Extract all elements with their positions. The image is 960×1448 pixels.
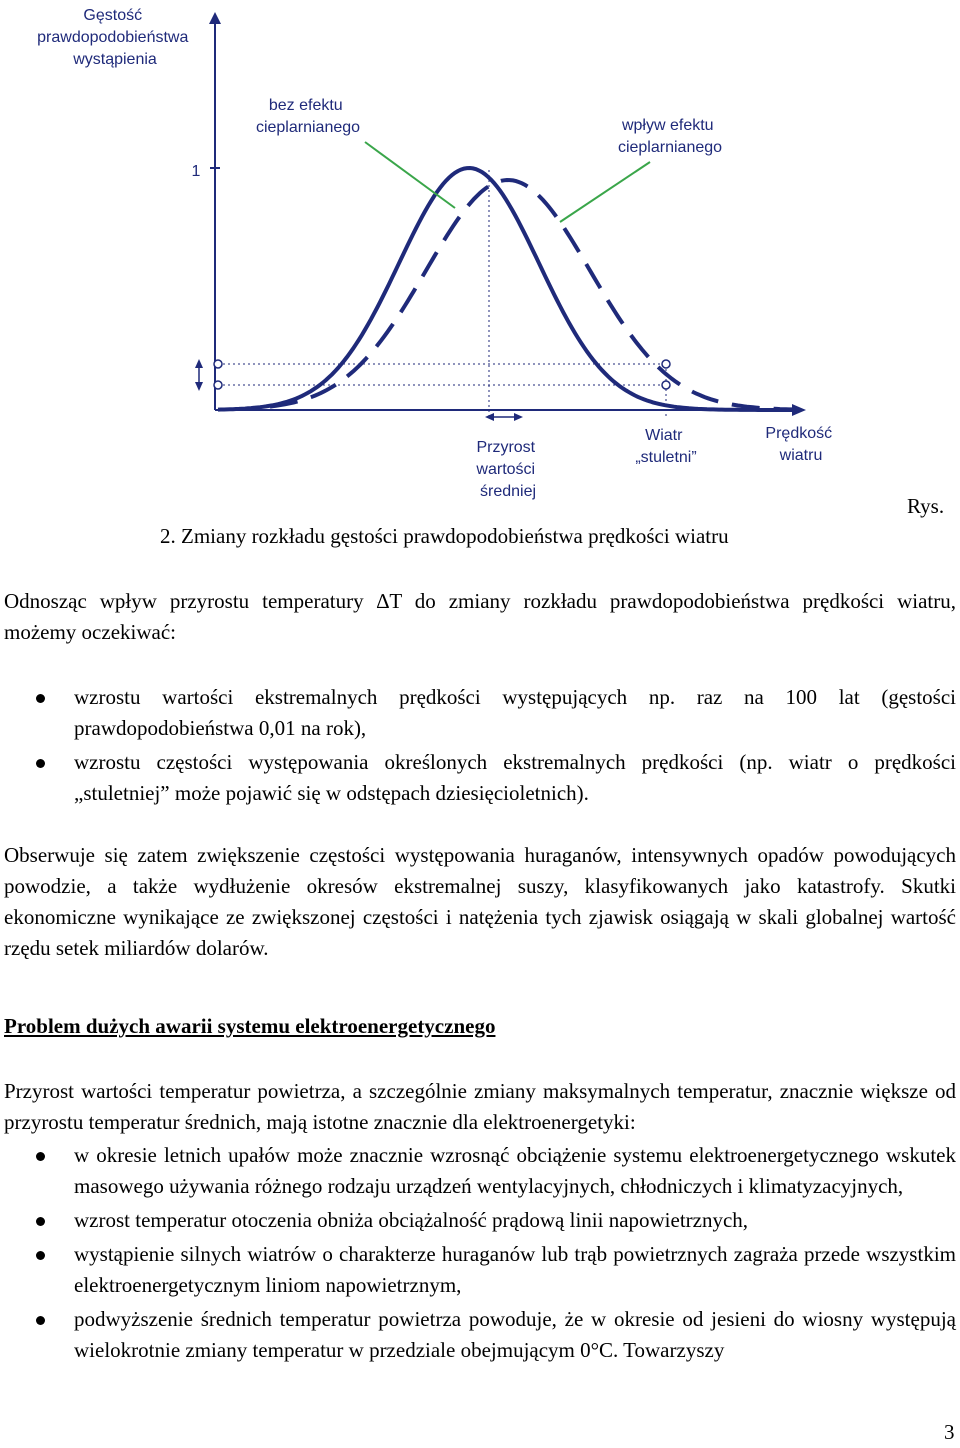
- label-no-effect: bez efektu cieplarnianego: [255, 97, 361, 136]
- list-item: w okresie letnich upałów może znacznie wzrosnąć obciążenie systemu elektroenergetycznego wskutek masowego używania różnego rodzaju urządzeń wentylacyjnych, chłodniczych i klimatyzacyjnych,: [0, 1140, 956, 1202]
- list-item: podwyższenie średnich temperatur powietrza powoduje, że w okresie od jesieni do wiosny występują wielokrotnie zmiany temperatur w przedziale obejmującym 0°C. Towarzyszy: [0, 1304, 956, 1366]
- label-with-effect: wpływ efektu cieplarnianego: [617, 117, 723, 156]
- bullet-icon: [36, 1152, 45, 1161]
- expectation-list: [0, 682, 956, 812]
- marker-upper-left: [214, 360, 222, 368]
- curve-no-greenhouse-effect: [218, 168, 794, 410]
- impact-list: [0, 1140, 956, 1369]
- bullet-icon: [36, 1217, 45, 1226]
- list-item: wzrostu wartości ekstremalnych prędkości występujących np. raz na 100 lat (gęstości prawdopodobieństwa 0,01 na rok),: [0, 682, 956, 744]
- curve-greenhouse-effect: [270, 180, 795, 410]
- bullet-icon: [36, 1251, 45, 1260]
- list-item: wystąpienie silnych wiatrów o charakterze huraganów lub trąb powietrznych zagraża przede wszystkim elektroenergetycznym liniom napowietrznym,: [0, 1239, 956, 1301]
- y-axis-label: Gęstość prawdopodobieństwa wystąpienia: [37, 7, 189, 68]
- pointer-no-effect: [365, 142, 455, 208]
- marker-lower-right: [662, 381, 670, 389]
- intro-paragraph: Odnosząc wpływ przyrostu temperatury ∆T do zmiany rozkładu prawdopodobieństwa prędkości wiatru, możemy oczekiwać:: [4, 589, 956, 644]
- page-number: 3: [944, 1420, 955, 1444]
- bullet-icon: [36, 1316, 45, 1325]
- pointer-with-effect: [560, 162, 650, 222]
- arrow-up-icon: [195, 359, 203, 368]
- section-heading: Problem dużych awarii systemu elektroenergetycznego: [4, 1014, 496, 1038]
- section-intro-paragraph: Przyrost wartości temperatur powietrza, a szczególnie zmiany maksymalnych temperatur, znacznie większe od przyrostu temperatur średnich, mają istotne znacznie dla elektroenergetyki:: [4, 1079, 956, 1134]
- label-wind-speed: Prędkość wiatru: [765, 425, 833, 464]
- list-item: wzrostu częstości występowania określonych ekstremalnych prędkości (np. wiatr o prędkości „stuletniej” może pojawić się w odstępach dziesięcioletnich).: [0, 747, 956, 809]
- y-tick-label: 1: [191, 163, 201, 180]
- bullet-icon: [36, 694, 45, 703]
- marker-upper-right: [662, 360, 670, 368]
- arrow-left-icon: [485, 413, 494, 421]
- list-item: wzrost temperatur otoczenia obniża obciążalność prądową linii napowietrznych,: [0, 1205, 956, 1236]
- label-century-wind: Wiatr „stuletni”: [635, 427, 697, 466]
- observation-paragraph: Obserwuje się zatem zwiększenie częstości występowania huraganów, intensywnych opadów powodujących powodzie, a także wydłużenie okresów ekstremalnej suszy, klasyfikowanych jako katastrofy. Skutki ekonomiczne wynikające ze zwiększonej częstości i natężenia tych zjawisk osiągają w skali globalnej wartość rzędu setek miliardów dolarów.: [4, 843, 956, 960]
- figure-caption-prefix: Rys.: [907, 494, 945, 518]
- marker-lower-left: [214, 381, 222, 389]
- label-mean-increase: Przyrost wartości średniej: [476, 439, 537, 500]
- figure-caption: 2. Zmiany rozkładu gęstości prawdopodobieństwa prędkości wiatru: [160, 524, 729, 548]
- arrow-down-icon: [195, 382, 203, 391]
- y-axis-arrow-icon: [209, 12, 221, 24]
- bullet-icon: [36, 759, 45, 768]
- probability-density-figure: [0, 0, 960, 520]
- arrow-right-icon: [514, 413, 523, 421]
